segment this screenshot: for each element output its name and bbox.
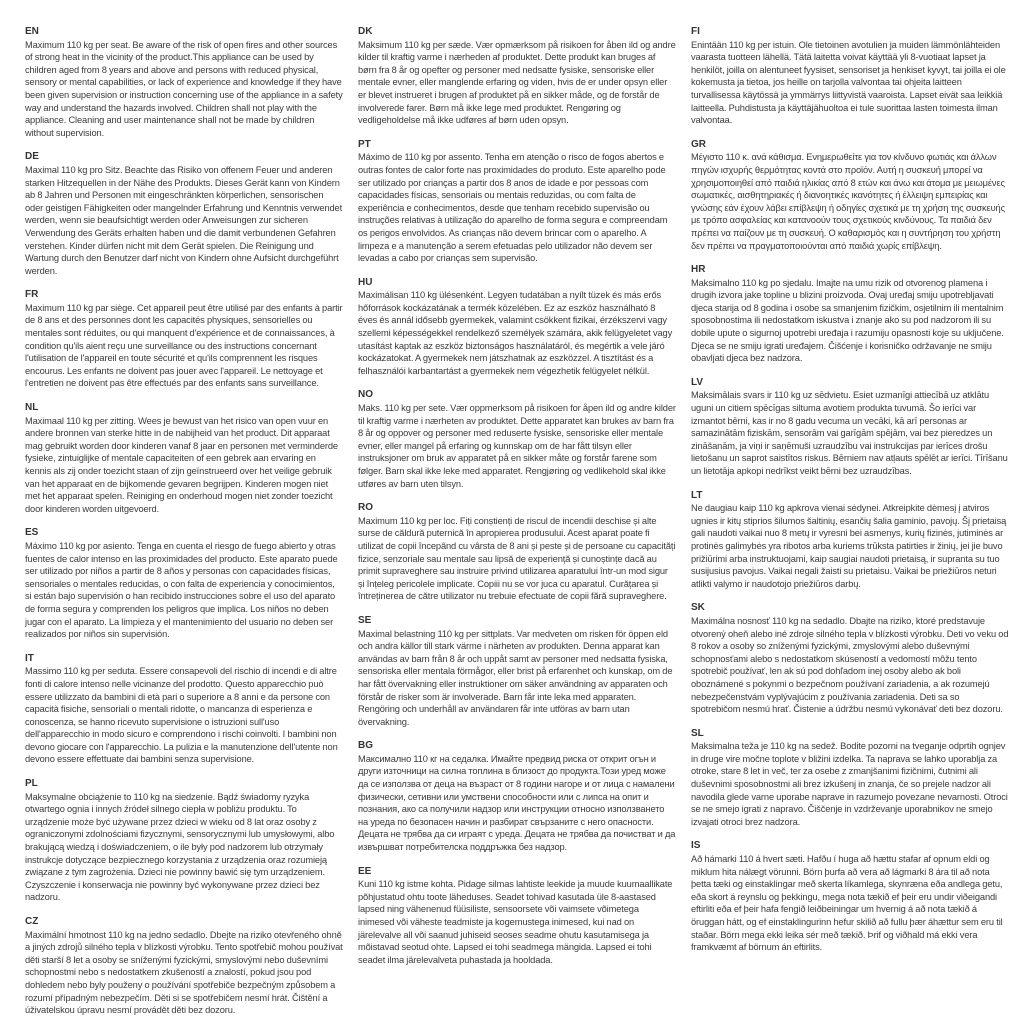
language-block-es bbox=[25, 527, 343, 640]
column-right bbox=[691, 26, 1009, 1024]
language-block-fr bbox=[25, 289, 343, 390]
language-code: LT bbox=[691, 489, 703, 501]
instruction-text: Maksymalne obciążenie to 110 kg na siedzenie. Bądź świadomy ryzyka otwartego ognia i innych źródeł silnego ciepła w pobliżu produktu. To urządzenie może być używane przez dzieci w wieku od 8 lat oraz osoby z ograniczonymi zdolnościami fizycznymi, sensorycznymi lub umysłowymi, albo brakującą wiedzą i doświadczeniem, o ile były pod nadzorem lub otrzymały instrukcje dotyczące bezpiecznego korzystania z urządzenia oraz rozumieją związane z tym zagrożenia. Dzieci nie powinny bawić się tym urządzeniem. Czyszczenie i konserwacja nie powinny być wykonywane przez dzieci bez nadzoru. bbox=[25, 791, 335, 903]
language-block-cz bbox=[25, 916, 343, 1017]
language-block-it bbox=[25, 653, 343, 766]
language-block-se bbox=[358, 615, 676, 728]
instruction-text: Maximaal 110 kg per zitting. Wees je bewust van het risico van open vuur en andere bronnen van sterke hitte in de nabijheid van het product. Dit apparaat mag gebruikt worden door kinderen vanaf 8 jaar en personen met verminderde fysieke, zintuiglijke of mentale capaciteiten of een gebrek aan ervaring en kennis als zij onder toezicht staan of zijn geïnstrueerd over het veilige gebruik van het apparaat en de bijkomende gevaren begrijpen. Kinderen mogen niet met het apparaat spelen. Reiniging en onderhoud mogen niet zonder toezicht door kinderen worden uitgevoerd. bbox=[25, 415, 338, 514]
language-block-fi bbox=[691, 26, 1009, 127]
instruction-text: Μέγιστο 110 κ. ανά κάθισμα. Ενημερωθείτε για τον κίνδυνο φωτιάς και άλλων πηγών ισχυρής θερμότητας κοντά στο προϊόν. Αυτή η συσκευή μπορεί να χρησιμοποιηθεί από παιδιά ηλικίας από 8 ετών και άνω και άτομα με μειωμένες σωματικές, αισθητηριακές ή διανοητικές ικανότητες ή έλλειψη εμπειρίας και γνώσης εάν έχουν λάβει επίβλεψη ή οδηγίες σχετικά με τη χρήση της συσκευής με τρόπο ασφαλείας και κατανοούν τους σχετικούς κινδύνους. Τα παιδιά δεν πρέπει να παίζουν με τη συσκευή. Ο καθαρισμός και η συντήρηση του χρήστη δεν πρέπει να πραγματοποιούνται από παιδιά χωρίς επίβλεψη. bbox=[691, 152, 1005, 251]
language-code: FR bbox=[25, 289, 39, 301]
language-block-nl bbox=[25, 402, 343, 515]
language-code: LV bbox=[691, 376, 704, 388]
language-code: DE bbox=[25, 151, 39, 163]
language-code: NO bbox=[358, 389, 373, 401]
language-code: FI bbox=[691, 26, 700, 37]
language-block-gr bbox=[691, 139, 1009, 252]
instruction-text: Maximal 110 kg pro Sitz. Beachte das Risiko von offenem Feuer und anderen starken Hitzequellen in der Nähe des Produkts. Dieses Gerät kann von Kindern ab 8 Jahren und Personen mit eingeschränkten körperlichen, sensorischen oder geistigen Fähigkeiten oder mangelnder Erfahrung und Kenntnis verwendet werden, wenn sie beaufsichtigt werden oder Anweisungen zur sicheren Verwendung des Geräts erhalten haben und die damit verbundenen Gefahren verstehen. Kinder dürfen nicht mit dem Gerät spielen. Die Reinigung und Wartung durch den Benutzer darf nicht von Kindern ohne Aufsicht durchgeführt werden. bbox=[25, 164, 343, 276]
language-block-pt bbox=[358, 139, 676, 265]
instruction-text: Maks. 110 kg per sete. Vær oppmerksom på risikoen for åpen ild og andre kilder til kraftig varme i nærheten av produktet. Dette apparatet kan brukes av barn fra 8 år og oppover og personer med reduserte fysiske, sensoriske eller mentale evner, eller mangel på erfaring og kunnskap om de har fått tilsyn eller instruksjoner om bruk av apparatet på en sikker måte og forstår farene som følger. Barn skal ikke leke med apparatet. Rengjøring og vedlikehold skal ikke utføres av barn uten tilsyn. bbox=[358, 403, 676, 489]
language-block-hr bbox=[691, 264, 1009, 365]
instruction-text: Maximum 110 kg per loc. Fiți conștienți de riscul de incendii deschise și alte surse de căldură puternică în apropierea produsului. Acest aparat poate fi utilizat de copii începând cu vârsta de 8 ani și peste și de persoane cu capacități fizice, senzoriale sau mentale sau lipsă de experiență și cunoștințe dacă au primit supraveghere sau instruire privind utilizarea aparatului într-un mod sigur și înțeleg pericolele implicate. Copiii nu se vor juca cu aparatul. Curățarea și întreținerea de către utilizator nu trebuie efectuate de copii fără supraveghere. bbox=[358, 515, 676, 602]
instruction-text: Ne daugiau kaip 110 kg apkrova vienai sėdynei. Atkreipkite dėmesį į atviros ugnies ir kitų stiprios šilumos šaltinių, esančių šalia gaminio, pavojų. Šį prietaisą gali naudoti vaikai nuo 8 metų ir vyresni bei asmenys, kurių fizinės, jutiminės ar protinės galimybės yra ribotos arba kuriems trūksta patirties ir žinių, jei jie buvo prižiūrimi arba instruktuojami, kaip saugiai naudoti prietaisą, ir supranta su tuo susijusius pavojus. Vaikai negali žaisti su prietaisu. Vaikai be priežiūros neturi atlikti valymo ir naudotojo priežiūros darbų. bbox=[691, 503, 1007, 589]
language-code: SL bbox=[691, 727, 704, 739]
language-block-sk bbox=[691, 602, 1009, 715]
language-code: GR bbox=[691, 138, 706, 150]
instruction-text: Massimo 110 kg per seduta. Essere consapevoli del rischio di incendi e di altre fonti di calore intenso nelle vicinanze del prodotto. Questo apparecchio può essere utilizzato da bambini di età pari o superiore a 8 anni e da persone con capacità fisiche, sensoriali o mentali ridotte, o mancanza di esperienza e conoscenza, se hanno ricevuto supervisione o istruzioni sull'uso dell'apparecchio in modo sicuro e comprendono i rischi coinvolti. I bambini non devono giocare con l'apparecchio. La pulizia e la manutenzione dell'utente non devono essere effettuate dai bambini senza supervisione. bbox=[25, 666, 338, 765]
instruction-text: Maximum 110 kg per seat. Be aware of the risk of open fires and other sources of strong heat in the vicinity of the product.This appliance can be used by children aged from 8 years and above and persons with reduced physical, sensory or mental capabilities, or lack of experience and knowledge if they have been given supervision or instruction concerning use of the appliance in a safety way and understand the hazards involved. Children shall not play with the appliance. Cleaning and user maintenance shall not be made by children without supervision. bbox=[25, 39, 343, 138]
language-code: HR bbox=[691, 264, 706, 276]
language-code: EN bbox=[25, 26, 39, 37]
instruction-text: Maximum 110 kg par siège. Cet appareil peut être utilisé par des enfants à partir de 8 ans et des personnes dont les capacités physiques, sensorielles ou mentales sont réduites, ou qui manquent d'expérience et de connaissances, à condition qu'ils aient reçu une surveillance ou des instructions concernant l'utilisation de l'appareil en toute sécurité et qu'ils comprennent les risques encourus. Les enfants ne doivent pas jouer avec l'appareil. Le nettoyage et l'entretien ne doivent pas être effectués par des enfants sans surveillance. bbox=[25, 302, 343, 389]
instruction-text: Maximálisan 110 kg ülésenként. Legyen tudatában a nyílt tüzek és más erős hőforrások kockázatának a termék közelében. Ez az eszköz használható 8 éves és annál idősebb gyermekek, valamint csökkent fizikai, érzékszervi vagy szellemi képességekkel rendelkező személyek számára, akik felügyeletet vagy utasítást kaptak az eszköz biztonságos használatáról, és megértik a vele járó kockázatokat. A gyermekek nem játszhatnak az eszközzel. A tisztítást és a felhasználói karbantartást a gyermekek nem végezhetik felügyelet nélkül. bbox=[358, 290, 673, 376]
language-code: IS bbox=[691, 840, 701, 852]
language-block-lt bbox=[691, 490, 1009, 591]
instruction-text: Að hámarki 110 á hvert sæti. Hafðu í huga að hættu stafar af opnum eldi og miklum hita nálægt vörunni. Börn þurfa að vera að lágmarki 8 ára til að nota þetta tæki og einstaklingar með skerta líkamlega, skynræna eða andlega getu, eða skort á reynslu og þekkingu, mega nota tækið ef þeir eru undir viðeigandi eftirliti eða ef þeir hafa fengið leiðbeiningar um hvernig á að nota tækið á öruggan hátt, og ef einstaklingurinn hefur skilið að fullu þær áhættur sem eru til staðar. Börn mega ekki leika sér með tækið. Þrif og viðhald má ekki vera framkvæmt af börnum án eftirlits. bbox=[691, 854, 1003, 953]
language-code: ES bbox=[25, 527, 39, 539]
language-code: NL bbox=[25, 402, 39, 414]
language-block-is bbox=[691, 840, 1009, 953]
language-block-ee bbox=[358, 866, 676, 967]
language-code: HU bbox=[358, 276, 373, 288]
language-block-ro bbox=[358, 502, 676, 603]
language-block-no bbox=[358, 389, 676, 490]
language-code: EE bbox=[358, 865, 372, 877]
instruction-text: Maximálna nosnosť 110 kg na sedadlo. Dbajte na riziko, ktoré predstavuje otvorený oheň alebo iné zdroje silného tepla v blízkosti výrobku. Deti vo veku od 8 rokov a osoby so zníženými fyzickými, zmyslovými alebo duševnými schopnosťami alebo s nedostatkom skúseností a vedomostí môžu tento spotrebič používať, len ak sú pod dohľadom inej osoby alebo ak boli oboznámené s pokynmi o bezpečnom používaní zariadenia, a ak rozumejú nebezpečenstvám vyplývajúcim z používania zariadenia. Deti sa so spotrebičom nesmú hrať. Čistenie a údržbu nesmú vykonávať deti bez dozoru. bbox=[691, 615, 1009, 715]
column-left bbox=[25, 26, 343, 1024]
language-block-de bbox=[25, 151, 343, 277]
language-block-bg bbox=[358, 740, 676, 853]
language-code: IT bbox=[25, 652, 34, 664]
instruction-text: Máximo 110 kg por asiento. Tenga en cuenta el riesgo de fuego abierto y otras fuentes de calor intenso en las proximidades del producto. Este aparato puede ser utilizado por niños a partir de 8 años y personas con capacidades físicas, sensoriales o mentales reducidas, o con falta de experiencia y conocimientos, si están bajo supervisión o han recibido instrucciones sobre el uso del aparato de forma segura y comprenden los peligros que implica. Los niños no deben jugar con el aparato. La limpieza y el mantenimiento del usuario no deben ser realizados por niños sin supervisión. bbox=[25, 540, 338, 640]
language-block-dk bbox=[358, 26, 676, 127]
language-code: PL bbox=[25, 778, 38, 790]
language-block-pl bbox=[25, 778, 343, 904]
language-code: BG bbox=[358, 740, 373, 752]
instruction-text: Maximal belastning 110 kg per sittplats. Var medveten om risken för öppen eld och andra källor till stark värme i närheten av produkten. Denna apparat kan användas av barn från 8 år och uppåt samt av personer med nedsatta fysiska, sensoriska eller mentala förmågor, eller brist på erfarenhet och kunskap, om de har fått övervakning eller instruktioner om säker användning av apparaten och förstår de risker som är involverade. Barn får inte leka med apparaten. Rengöring och underhåll av användaren får inte utföras av barn utan övervakning. bbox=[358, 628, 673, 727]
language-code: RO bbox=[358, 502, 373, 514]
language-code: DK bbox=[358, 26, 373, 37]
language-block-hu bbox=[358, 277, 676, 378]
instruction-text: Máximo de 110 kg por assento. Tenha em atenção o risco de fogos abertos e outras fontes de calor forte nas proximidades do produto. Este aparelho pode ser utilizado por crianças a partir dos 8 anos de idade e por pessoas com capacidades físicas, sensoriais ou mentais reduzidas, ou com falta de experiência e conhecimentos, desde que tenham recebido supervisão ou instruções relativas à utilização do aparelho de forma segura e compreendam os perigos envolvidos. As crianças não devem brincar com o aparelho. A limpeza e a manutenção a serem efetuadas pelo utilizador não devem ser levadas a cabo por crianças sem supervisão. bbox=[358, 152, 668, 264]
instruction-text: Enintään 110 kg per istuin. Ole tietoinen avotulien ja muiden lämmönlähteiden vaarasta tuotteen lähellä. Tätä laitetta voivat käyttää yli 8-vuotiaat lapset ja henkilöt, joilla on alentuneet fyysiset, sensoriset ja henkiset kyvyt, tai joilla ei ole kokemusta ja tietoa, jos heille on tarjolla valvontaa tai ohjeita laitteen turvallisessa käytössä ja ymmärrys liittyvistä vaaroista. Lapset eivät saa leikkiä laitteella. Puhdistusta ja käyttäjähuoltoa ei tule suorittaa lasten toimesta ilman valvontaa. bbox=[691, 39, 1006, 126]
instruction-text: Maximální hmotnost 110 kg na jedno sedadlo. Dbejte na riziko otevřeného ohně a jiných zdrojů silného tepla v blízkosti výrobku. Tento spotřebič mohou používat děti starší 8 let a osoby se sníženými fyzickými, smyslovými nebo duševními schopnostmi nebo s nedostatkem zkušeností a znalostí, pokud jsou pod dohledem nebo byly použeny o používání spotřebiče bezpečným způsobem a rozumí případným nebezpečím. Děti si se spotřebičem nesmí hrát. Čištění a úživatelskou úpravu nesmí provádět děti bez dozoru. bbox=[25, 929, 343, 1016]
language-code: SK bbox=[691, 602, 705, 614]
column-middle bbox=[358, 26, 676, 1024]
language-code: SE bbox=[358, 614, 372, 626]
language-block-en bbox=[25, 26, 343, 139]
instruction-text: Максимално 110 кг на седалка. Имайте предвид риска от открит огън и други източници на силна топлина в близост до продукта.Този уред може да се използва от деца на възраст от 8 години нагоре и от лица с намалени физически, сетивни или умствени способности или с липса на опит и познания, ако са получили надзор или инструкции относно използването на уреда по безопасен начин и разбират свързаните с него опасности. Децата не трябва да си играят с уреда. Децата не трябва да почистват и да извършват потребителска поддръжка без надзор. bbox=[358, 753, 676, 853]
instruction-text: Kuni 110 kg istme kohta. Pidage silmas lahtiste leekide ja muude kuumaallikate põhjustatud ohtu toote läheduses. Seadet tohivad kasutada üle 8-aastased lapsed ning vähenenud füüsiliste, sensoorsete või vaimsete võimetega inimesed või väheste teadmiste ja kogemustega inimesed, kui nad on järelevalve all või saanud juhiseid seoses seadme ohutu kasutamisega ja mõistavad seotud ohte. Lapsed ei tohi seadmega mängida. Lapsed ei tohi seadet ilma järelevalveta puhastada ja hooldada. bbox=[358, 879, 673, 965]
language-block-sl bbox=[691, 728, 1009, 829]
language-code: PT bbox=[358, 138, 371, 150]
instruction-text: Maksimalna teža je 110 kg na sedež. Bodite pozorni na tveganje odprtih ognjev in druge vire močne toplote v bližini izdelka. Ta naprava se lahko uporablja za otroke, stare 8 let in več, ter za osebe z zmanjšanimi fizičnimi, čutnimi ali duševnimi sposobnostmi ali brez izkušenj in znanja, če so prejele nadzor ali navodila glede varne uporabe naprave in razumejo povezane nevarnosti. Otroci se ne smejo igrati z napravo. Čiščenje in vzdrževanje uporabnikov ne smejo izvajati otroci brez nadzora. bbox=[691, 741, 1008, 827]
language-block-lv bbox=[691, 377, 1009, 478]
language-code: CZ bbox=[25, 916, 39, 927]
instruction-text: Maksimalno 110 kg po sjedalu. Imajte na umu rizik od otvorenog plamena i drugih izvora jake topline u blizini proizvoda. Ovaj uređaj smiju upotrebljavati djeca starija od 8 godina i osobe sa smanjenim fizičkim, osjetilnim ili mentalnim sposobnostima ili nedostatkom iskustva i znanje ako su pod nadzorom ili su dobile upute o sigurnoj upotrebi uređaja i razumiju opasnosti koje su uključene. Djeca se ne smiju igrati uređajem. Čišćenje i korisničko održavanje ne smiju obavljati djeca bez nadzora. bbox=[691, 277, 1004, 364]
instruction-text: Maksimālais svars ir 110 kg uz sēdvietu. Esiet uzmanīgi attiecībā uz atklātu uguni un citiem spēcīgas siltuma avotiem produkta tuvumā. Šo ierīci var izmantot bērni, kas ir no 8 gadu vecuma un vecāki, kā arī personas ar samazinātām fiziskām, sensorām vai garīgām spējām, vai bez pieredzes un zināšanām, ja viņi ir saņēmuši uzraudzību vai instrukcijas par ierīces drošu lietošanu un saprot saistītos riskus. Bērniem nav atļauts spēlēt ar ierīci. Tīrīšanu un lietotāja apkopi nedrīkst veikt bērni bez uzraudzības. bbox=[691, 390, 1008, 476]
instruction-text: Maksimum 110 kg per sæde. Vær opmærksom på risikoen for åben ild og andre kilder til kraftig varme i nærheden af produktet. Dette produkt kan bruges af børn fra 8 år og opefter og personer med nedsatte fysiske, sensoriske eller mentale evner, eller manglende erfaring og viden, hvis de er under opsyn eller er blevet instrueret i brugen af produktet på en sikker måde, og de forstår de involverede farer. Børn må ikke lege med produktet. Rengøring og vedligeholdelse må ikke udføres af børn uden opsyn. bbox=[358, 39, 676, 126]
